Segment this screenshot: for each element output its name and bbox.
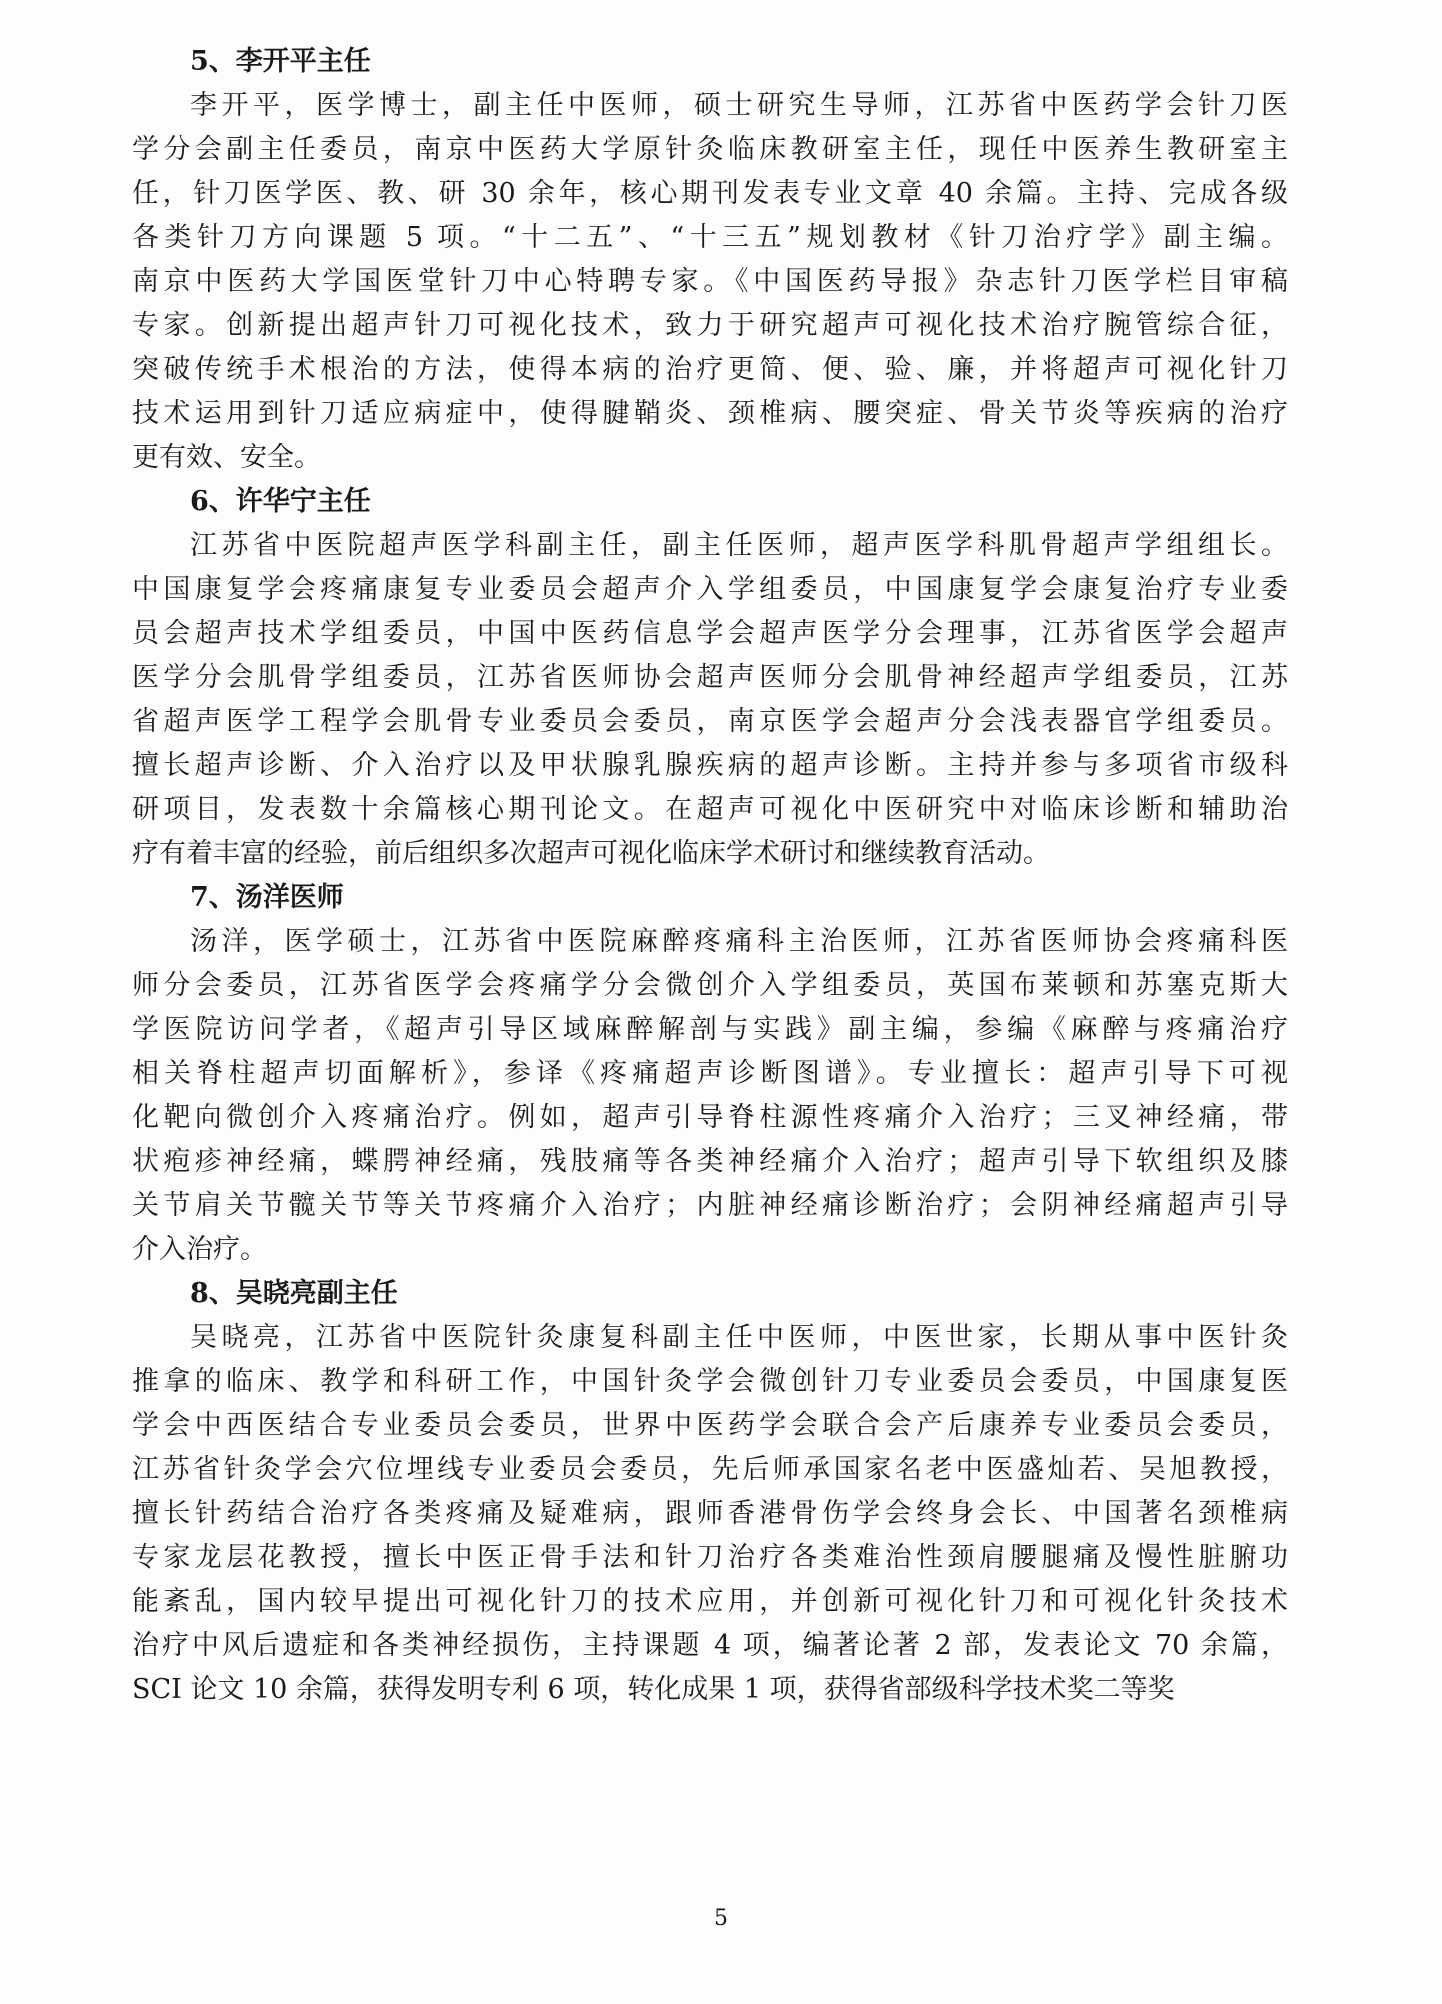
body-text-line: 员会超声技术学组委员，中国中医药信息学会超声医学分会理事，江苏省医学会超声: [132, 618, 1288, 649]
profile-section: [132, 876, 1288, 1272]
body-text-line: 疗有着丰富的经验，前后组织多次超声可视化临床学术研讨和继续教育活动。: [132, 838, 1050, 869]
body-text-line: 能紊乱，国内较早提出可视化针刀的技术应用，并创新可视化针刀和可视化针灸技术: [132, 1586, 1288, 1617]
body-text-line: 关节肩关节髋关节等关节疼痛介入治疗；内脏神经痛诊断治疗；会阴神经痛超声引导: [132, 1190, 1288, 1221]
body-text-line: 各类针刀方向课题 5 项。“十二五”、“十三五”规划教材《针刀治疗学》副主编。: [132, 222, 1288, 253]
body-text-line: 江苏省针灸学会穴位埋线专业委员会委员，先后师承国家名老中医盛灿若、吴旭教授，: [132, 1454, 1288, 1485]
body-text-line: 相关脊柱超声切面解析》，参译《疼痛超声诊断图谱》。专业擅长：超声引导下可视: [132, 1058, 1288, 1089]
body-text-line: 研项目，发表数十余篇核心期刊论文。在超声可视化中医研究中对临床诊断和辅助治: [132, 794, 1288, 825]
body-text-line: 技术运用到针刀适应病症中，使得腱鞘炎、颈椎病、腰突症、骨关节炎等疾病的治疗: [132, 398, 1288, 429]
body-text-line: 专家龙层花教授，擅长中医正骨手法和针刀治疗各类难治性颈肩腰腿痛及慢性脏腑功: [132, 1542, 1288, 1573]
body-text-line: 汤洋，医学硕士，江苏省中医院麻醉疼痛科主治医师，江苏省医师协会疼痛科医: [190, 926, 1288, 957]
body-text-line: 擅长超声诊断、介入治疗以及甲状腺乳腺疾病的超声诊断。主持并参与多项省市级科: [132, 750, 1288, 781]
body-text-line: 师分会委员，江苏省医学会疼痛学分会微创介入学组委员，英国布莱顿和苏塞克斯大: [132, 970, 1288, 1001]
body-text-line: 李开平，医学博士，副主任中医师，硕士研究生导师，江苏省中医药学会针刀医: [190, 90, 1288, 121]
body-text-line: 中国康复学会疼痛康复专业委员会超声介入学组委员，中国康复学会康复治疗专业委: [132, 574, 1288, 605]
section-heading: 5、李开平主任: [190, 46, 371, 77]
body-text-line: 状疱疹神经痛，蝶腭神经痛，残肢痛等各类神经痛介入治疗；超声引导下软组织及膝: [132, 1146, 1288, 1177]
body-text-line: 治疗中风后遗症和各类神经损伤，主持课题 4 项，编著论著 2 部，发表论文 70 余篇，: [132, 1630, 1288, 1661]
body-text-line: 省超声医学工程学会肌骨专业委员会委员，南京医学会超声分会浅表器官学组委员。: [132, 706, 1288, 737]
body-text-line: 任，针刀医学医、教、研 30 余年，核心期刊发表专业文章 40 余篇。主持、完成各级: [132, 178, 1288, 209]
body-text-line: 吴晓亮，江苏省中医院针灸康复科副主任中医师，中医世家，长期从事中医针灸: [190, 1322, 1288, 1353]
body-text-line: 介入治疗。: [132, 1234, 267, 1265]
body-text-line: 突破传统手术根治的方法，使得本病的治疗更简、便、验、廉，并将超声可视化针刀: [132, 354, 1288, 385]
body-text-line: 专家。创新提出超声针刀可视化技术，致力于研究超声可视化技术治疗腕管综合征，: [132, 310, 1288, 341]
body-text-line: 学分会副主任委员，南京中医药大学原针灸临床教研室主任，现任中医养生教研室主: [132, 134, 1288, 165]
body-text-line: 更有效、安全。: [132, 442, 321, 473]
body-text-line: 化靶向微创介入疼痛治疗。例如，超声引导脊柱源性疼痛介入治疗；三叉神经痛，带: [132, 1102, 1288, 1133]
section-heading: 7、汤洋医师: [190, 882, 344, 913]
body-text-line: 擅长针药结合治疗各类疼痛及疑难病，跟师香港骨伤学会终身会长、中国著名颈椎病: [132, 1498, 1288, 1529]
body-text-line: SCI 论文 10 余篇，获得发明专利 6 项，转化成果 1 项，获得省部级科学技术奖二等奖: [132, 1674, 1175, 1705]
body-text-line: 学会中西医结合专业委员会委员，世界中医药学会联合会产后康养专业委员会委员，: [132, 1410, 1288, 1441]
document-body: [132, 40, 1288, 1712]
section-heading: 8、吴晓亮副主任: [190, 1278, 398, 1309]
body-text-line: 南京中医药大学国医堂针刀中心特聘专家。《中国医药导报》杂志针刀医学栏目审稿: [132, 266, 1288, 297]
body-text-line: 医学分会肌骨学组委员，江苏省医师协会超声医师分会肌骨神经超声学组委员，江苏: [132, 662, 1288, 693]
profile-section: [132, 480, 1288, 876]
body-text-line: 推拿的临床、教学和科研工作，中国针灸学会微创针刀专业委员会委员，中国康复医: [132, 1366, 1288, 1397]
body-text-line: 学医院访问学者，《超声引导区域麻醉解剖与实践》副主编，参编《麻醉与疼痛治疗: [132, 1014, 1288, 1045]
profile-section: [132, 1272, 1288, 1712]
page-number: 5: [714, 1906, 728, 1931]
profile-section: [132, 40, 1288, 480]
body-text-line: 江苏省中医院超声医学科副主任，副主任医师，超声医学科肌骨超声学组组长。: [190, 530, 1288, 561]
section-heading: 6、许华宁主任: [190, 486, 371, 517]
